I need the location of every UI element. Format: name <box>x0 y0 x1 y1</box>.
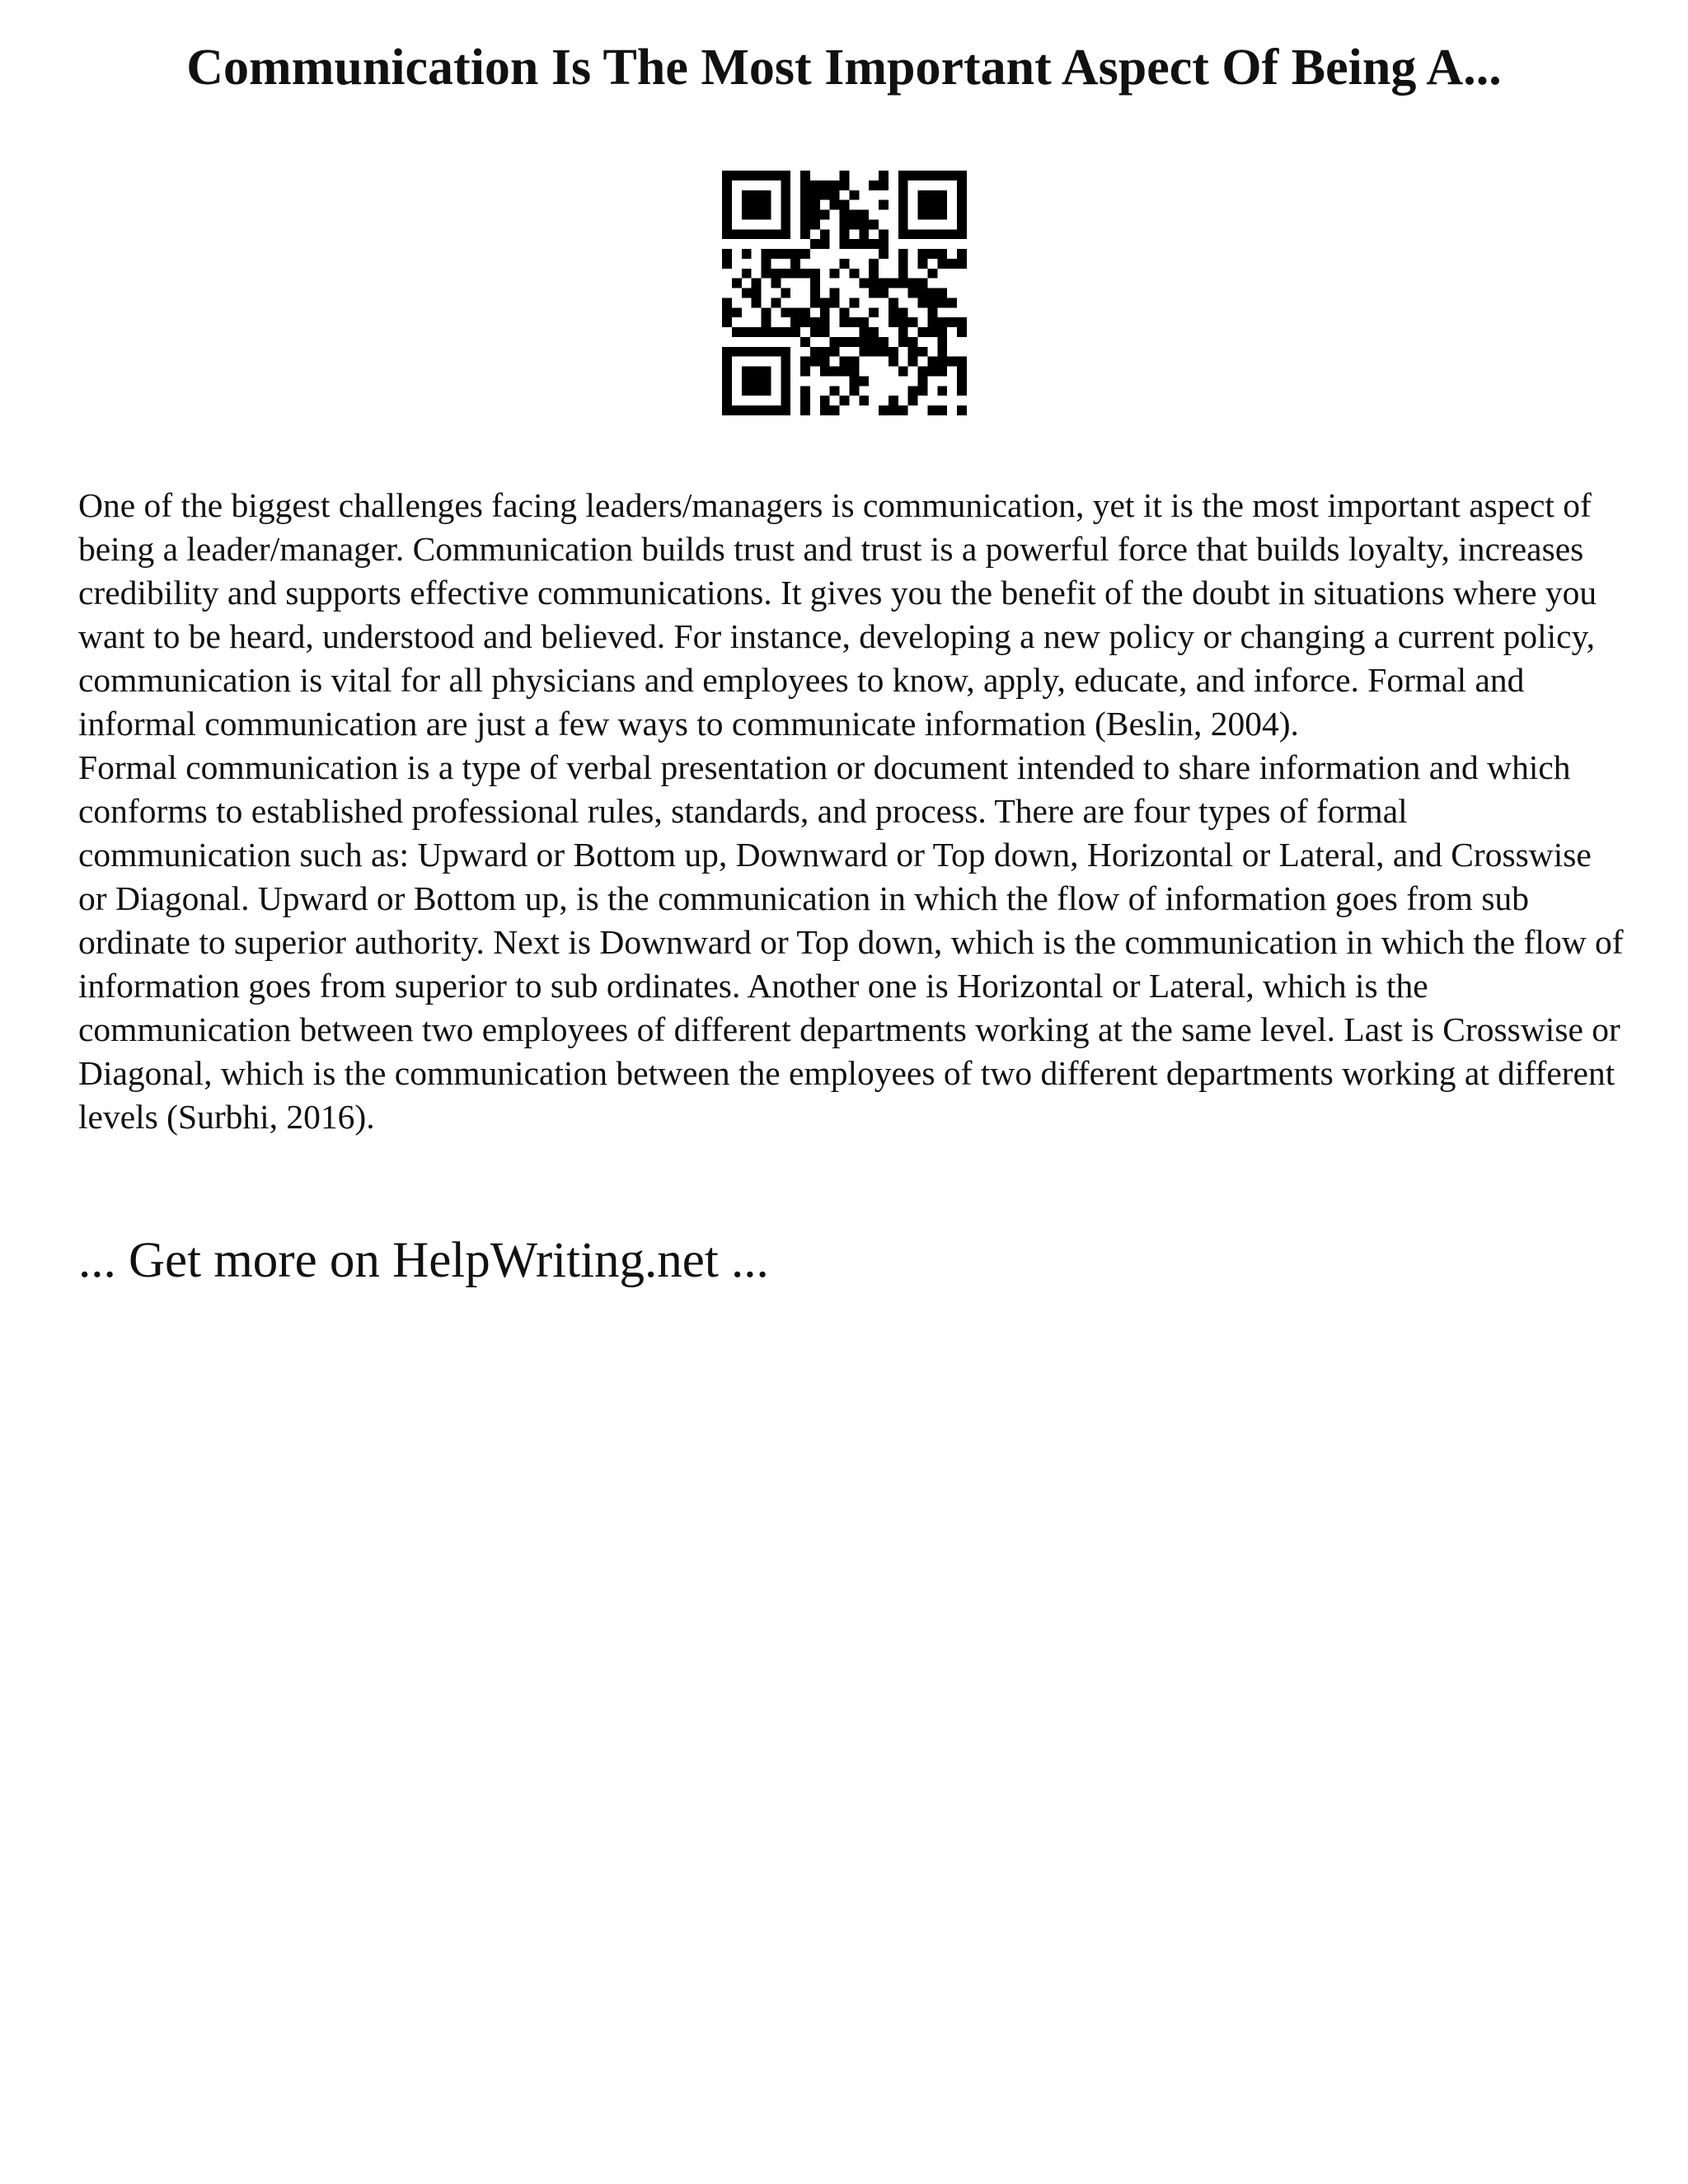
document-title: Communication Is The Most Important Aspect Of Being A... <box>186 40 1502 96</box>
article-body <box>78 484 1628 1139</box>
paragraph: One of the biggest challenges facing leaders/managers is communication, yet it is the most important aspect of being a leader/manager. Communication builds trust and trust is a powerful force that builds loyalty, increases credibility and supports effective communications. It gives you the benefit of the doubt in situations where you want to be heard, understood and believed. For instance, developing a new policy or changing a current policy, communication is vital for all physicians and employees to know, apply, educate, and inforce. Formal and informal communication are just a few ways to communicate information (Beslin, 2004). <box>78 486 1597 743</box>
qr-code-icon <box>722 171 967 415</box>
paragraph: Formal communication is a type of verbal presentation or document intended to share information and which conforms to established professional rules, standards, and process. There are four types of formal communication such as: Upward or Bottom up, Downward or Top down, Horizontal or Lateral, and Crosswise or Diagonal. Upward or Bottom up, is the communication in which the flow of information goes from sub ordinate to superior authority. Next is Downward or Top down, which is the communication in which the flow of information goes from superior to sub ordinates. Another one is Horizontal or Lateral, which is the communication between two employees of different departments working at the same level. Last is Crosswise or Diagonal, which is the communication between the employees of two different departments working at different levels (Surbhi, 2016). <box>78 748 1624 1136</box>
get-more-link[interactable]: ... Get more on HelpWriting.net ... <box>78 1233 769 1288</box>
